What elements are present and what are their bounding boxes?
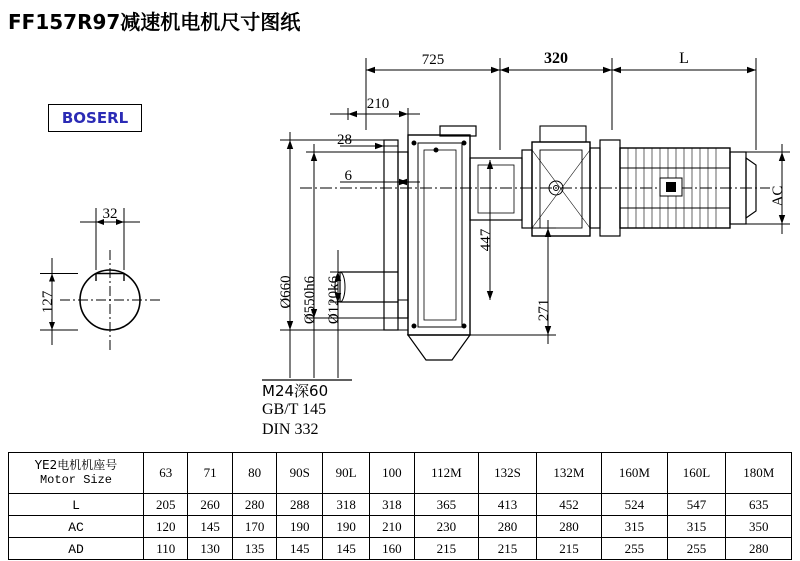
cell: 315 [667, 516, 726, 538]
dim-127: 127 [40, 290, 56, 314]
row-label-AC: AC [9, 516, 144, 538]
cell: 260 [188, 494, 232, 516]
cell: 215 [479, 538, 537, 560]
note-line-1: M24深60 [262, 382, 329, 400]
cell: 280 [479, 516, 537, 538]
cell: 230 [414, 516, 479, 538]
dim-L: L [679, 50, 689, 67]
dim-271: 271 [536, 298, 552, 322]
note-line-2: GB/T 145 [262, 401, 327, 418]
spec-table-wrap [8, 452, 792, 560]
row-label-L: L [9, 494, 144, 516]
table-col-8: 132M [536, 453, 601, 494]
note-line-3: DIN 332 [262, 421, 319, 438]
spec-table [8, 452, 792, 560]
cell: 280 [726, 538, 792, 560]
table-header-label [9, 453, 144, 494]
table-row [9, 494, 792, 516]
table-header-en: Motor Size [39, 473, 112, 487]
cell: 547 [667, 494, 726, 516]
table-col-2: 80 [232, 453, 276, 494]
table-col-1: 71 [188, 453, 232, 494]
dim-210: 210 [366, 96, 390, 112]
cell: 205 [144, 494, 188, 516]
dim-28: 28 [337, 132, 352, 148]
cell: 413 [479, 494, 537, 516]
cell: 210 [370, 516, 414, 538]
cell: 120 [144, 516, 188, 538]
dim-AC: AC [770, 185, 786, 207]
cell: 315 [602, 516, 667, 538]
cell: 145 [188, 516, 232, 538]
cell: 255 [667, 538, 726, 560]
table-col-9: 160M [602, 453, 667, 494]
dim-320: 320 [544, 50, 568, 67]
table-col-5: 100 [370, 453, 414, 494]
table-col-0: 63 [144, 453, 188, 494]
cell: 160 [370, 538, 414, 560]
table-col-11: 180M [726, 453, 792, 494]
cell: 635 [726, 494, 792, 516]
table-col-4: 90L [323, 453, 370, 494]
cell: 318 [370, 494, 414, 516]
table-row [9, 516, 792, 538]
cell: 280 [232, 494, 276, 516]
cell: 280 [536, 516, 601, 538]
table-col-7: 132S [479, 453, 537, 494]
table-col-10: 160L [667, 453, 726, 494]
table-row-header [9, 453, 792, 494]
dim-447: 447 [478, 228, 494, 252]
cell: 145 [277, 538, 323, 560]
cell: 255 [602, 538, 667, 560]
cell: 288 [277, 494, 323, 516]
cell: 145 [323, 538, 370, 560]
cell: 215 [536, 538, 601, 560]
cell: 110 [144, 538, 188, 560]
table-col-6: 112M [414, 453, 479, 494]
table-header-cn: YE2电机机座号 [34, 458, 118, 472]
dim-6: 6 [344, 168, 352, 184]
cell: 190 [277, 516, 323, 538]
cell: 350 [726, 516, 792, 538]
cell: 524 [602, 494, 667, 516]
cell: 170 [232, 516, 276, 538]
dim-120: Ø120k6 [326, 275, 342, 325]
cell: 130 [188, 538, 232, 560]
dim-725: 725 [421, 52, 445, 68]
cell: 452 [536, 494, 601, 516]
table-row [9, 538, 792, 560]
row-label-AD: AD [9, 538, 144, 560]
cell: 215 [414, 538, 479, 560]
brand-logo: BOSERL [61, 109, 129, 127]
dim-32: 32 [102, 206, 118, 222]
dim-660: Ø660 [278, 275, 294, 309]
page-title: FF157R97减速机电机尺寸图纸 [8, 10, 301, 34]
cell: 135 [232, 538, 276, 560]
cell: 190 [323, 516, 370, 538]
table-col-3: 90S [277, 453, 323, 494]
cell: 318 [323, 494, 370, 516]
dim-550: Ø550h6 [302, 275, 318, 325]
cell: 365 [414, 494, 479, 516]
